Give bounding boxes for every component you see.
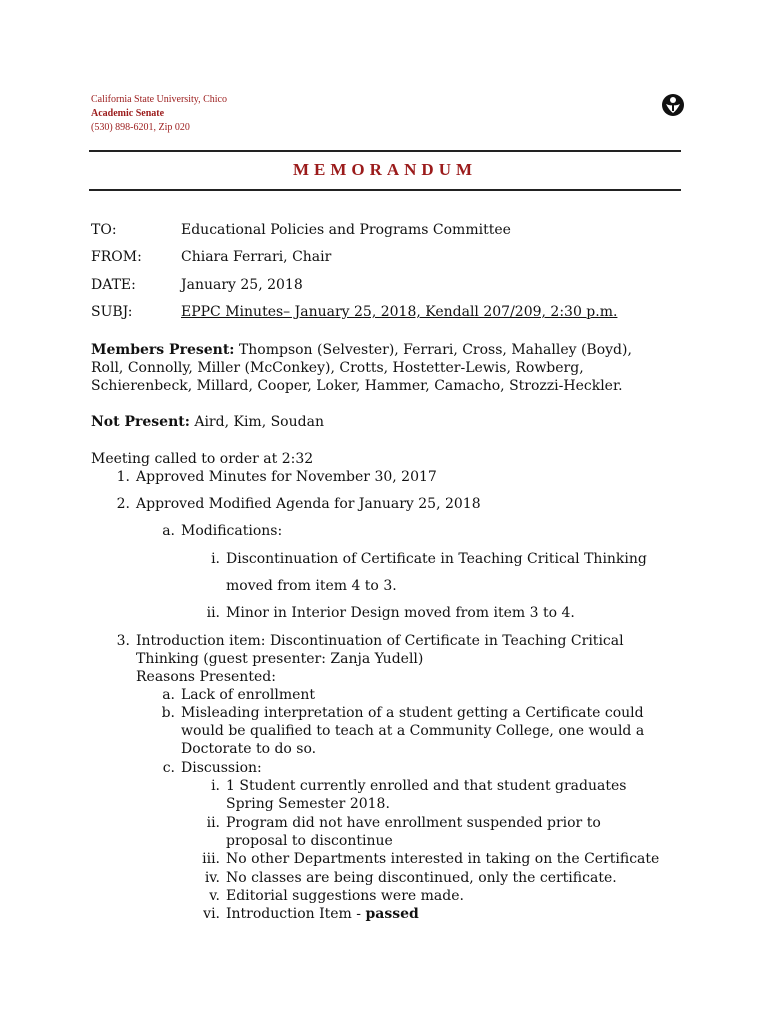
list-item [116, 632, 624, 686]
to-label: TO: [91, 222, 117, 238]
department-name: Academic Senate [91, 108, 165, 119]
list-text: Introduction item: Discontinuation of Certificate in Teaching Critical [136, 633, 624, 649]
memo-title: MEMORANDUM [292, 160, 478, 179]
list-text: Discontinuation of Certificate in Teaching Critical Thinking [226, 551, 647, 567]
list-item [204, 869, 617, 887]
list-text: Approved Modified Agenda for January 25, 2018 [136, 496, 481, 512]
list-text: Modifications: [181, 523, 283, 539]
date-label: DATE: [91, 277, 136, 293]
date-field [91, 277, 303, 293]
list-text: Reasons Presented: [136, 669, 276, 685]
subject-value: EPPC Minutes– January 25, 2018, Kendall 207/209, 2:30 p.m. [181, 304, 618, 320]
top-divider [89, 150, 681, 152]
list-item [162, 686, 316, 704]
members-line-1: Thompson (Selvester), Ferrari, Cross, Mahalley (Boyd), [234, 342, 632, 358]
subject-field [91, 304, 617, 320]
list-item [211, 777, 627, 813]
list-text: Approved Minutes for November 30, 2017 [136, 469, 437, 485]
list-item [116, 495, 481, 513]
list-marker: i. [211, 778, 220, 794]
list-text: proposal to discontinue [226, 833, 393, 849]
list-marker: 2. [116, 496, 130, 512]
from-label: FROM: [91, 249, 142, 265]
list-item [161, 704, 645, 758]
list-text: No other Departments interested in taking on the Certificate [226, 851, 660, 867]
from-field [91, 249, 331, 265]
list-text: Minor in Interior Design moved from item 3 to 4. [226, 605, 575, 621]
list-marker: ii. [206, 605, 220, 621]
list-text: Doctorate to do so. [181, 741, 317, 757]
list-text: Misleading interpretation of a student getting a Certificate could [181, 705, 644, 721]
list-item [202, 850, 660, 868]
list-item [162, 759, 262, 777]
bottom-divider [89, 189, 681, 191]
list-text: No classes are being discontinued, only the certificate. [226, 870, 617, 886]
passed-status: passed [365, 906, 419, 922]
list-marker: a. [162, 687, 175, 703]
university-name: California State University, Chico [91, 94, 227, 105]
list-marker: ii. [206, 815, 220, 831]
members-line-3: Schierenbeck, Millard, Cooper, Loker, Hammer, Camacho, Strozzi-Heckler. [91, 378, 623, 394]
list-text-continued: moved from item 4 to 3. [226, 578, 397, 594]
list-text: Thinking (guest presenter: Zanja Yudell) [136, 651, 424, 667]
from-value: Chiara Ferrari, Chair [181, 249, 332, 265]
not-present-label: Not Present: [91, 414, 190, 430]
list-marker: 3. [116, 633, 130, 649]
members-present [91, 341, 681, 395]
to-field [91, 222, 511, 238]
list-item [203, 905, 419, 923]
list-marker: iv. [204, 870, 220, 886]
list-text: Spring Semester 2018. [226, 796, 390, 812]
date-value: January 25, 2018 [181, 277, 303, 293]
list-marker: 1. [116, 469, 130, 485]
list-marker: c. [162, 760, 175, 776]
list-marker: v. [209, 888, 220, 904]
list-text: Editorial suggestions were made. [226, 888, 464, 904]
not-present [91, 413, 681, 431]
contact-info: (530) 898-6201, Zip 020 [91, 122, 190, 133]
subject-label: SUBJ: [91, 304, 133, 320]
meeting-called: Meeting called to order at 2:32 [91, 451, 314, 467]
members-present-label: Members Present: [91, 342, 235, 358]
not-present-value: Aird, Kim, Soudan [189, 414, 324, 430]
list-text: Discussion: [181, 760, 262, 776]
list-item [211, 550, 647, 568]
list-item [206, 814, 601, 850]
list-text: Program did not have enrollment suspended prior to [226, 815, 601, 831]
list-marker: i. [211, 551, 220, 567]
list-text: Lack of enrollment [181, 687, 316, 703]
list-marker: b. [161, 705, 175, 721]
list-item [116, 468, 437, 486]
list-item [209, 887, 464, 905]
to-value: Educational Policies and Programs Committee [181, 222, 511, 238]
university-seal-icon [661, 93, 685, 117]
list-text: 1 Student currently enrolled and that student graduates [226, 778, 627, 794]
list-item [206, 604, 575, 622]
list-item [162, 522, 283, 540]
list-text: would be qualified to teach at a Community College, one would a [181, 723, 645, 739]
members-line-2: Roll, Connolly, Miller (McConkey), Crotts, Hostetter-Lewis, Rowberg, [91, 360, 584, 376]
list-marker: a. [162, 523, 175, 539]
letterhead [91, 93, 227, 135]
list-marker: iii. [202, 851, 220, 867]
list-text: Introduction Item - [226, 906, 366, 922]
list-marker: vi. [203, 906, 220, 922]
